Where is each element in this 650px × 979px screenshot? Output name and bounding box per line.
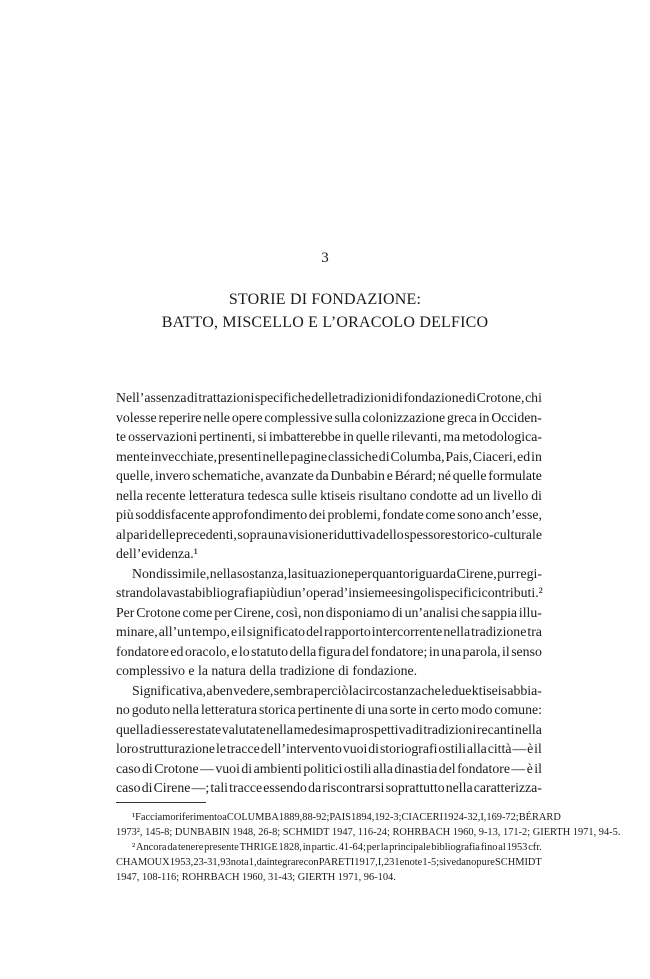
body-line: più soddisfacente approfondimento dei problemi, fondate come sono anch’esse,: [116, 507, 542, 522]
body-line: no goduto nella letteratura storica pertinente di una sorte in certo modo comune:: [116, 702, 542, 717]
footnotes: [116, 810, 621, 885]
footnote-line: ² Ancora da tenere presente THRIGE 1828, in partic. 41-64; per la principale bibliografia fino al 1953 cfr.: [132, 842, 542, 853]
body-line: Significativa, a ben vedere, sembra perciò la circostanza che le due ktiseis abbia-: [132, 682, 542, 698]
body-text: [116, 388, 542, 798]
body-line: caso di Cirene —; tali tracce essendo da riscontrarsi soprattutto nella caratterizza-: [116, 780, 542, 795]
chapter-title-line-1: STORIE DI FONDAZIONE:: [228, 291, 422, 308]
body-line: Per Crotone come per Cirene, così, non disponiamo di un’analisi che sappia illu-: [116, 604, 542, 620]
footnote-line: CHAMOUX 1953, 23-31, 93 nota 1, da integrare con PARETI 1917, I, 231 e note 1-5; si vedano pure SCHMIDT: [116, 857, 542, 868]
body-line: al pari delle precedenti, sopra una visione riduttiva dello spessore storico-culturale: [116, 526, 542, 542]
footnote-divider: [116, 802, 206, 803]
body-line: dell’evidenza.¹: [116, 546, 198, 561]
footnote-line: 1973², 145-8; DUNBABIN 1948, 26-8; SCHMIDT 1947, 116-24; ROHRBACH 1960, 9-13, 171-2; GIERTH 1971, 94-5.: [116, 827, 621, 838]
footnote-line: 1947, 108-116; ROHRBACH 1960, 31-43; GIERTH 1971, 96-104.: [116, 872, 396, 883]
body-line: loro strutturazione le tracce dell’intervento vuoi di storiografi ostili alla città — è il: [116, 741, 542, 756]
body-line: quella di essere state valutate nella medesima prospettiva di tradizioni recanti nella: [116, 721, 542, 737]
body-line: Non dissimile, nella sostanza, la situazione per quanto riguarda Cirene, pur regi-: [132, 565, 542, 581]
body-line: te osservazioni pertinenti, si imbatterebbe in quelle rilevanti, ma metodologica-: [116, 429, 542, 444]
chapter-number: 3: [321, 250, 329, 266]
body-line: fondatore ed oracolo, e lo statuto della figura del fondatore; in una parola, il senso: [116, 643, 542, 659]
body-line: volesse reperire nelle opere complessive sulla colonizzazione greca in Occiden-: [116, 409, 542, 425]
body-line: mente invecchiate, presenti nelle pagine classiche di Columba, Pais, Ciaceri, ed in: [116, 448, 542, 464]
chapter-title: [0, 288, 650, 334]
body-line: Nell’assenza di trattazioni specifiche delle tradizioni di fondazione di Crotone, chi: [116, 390, 542, 405]
body-line: caso di Crotone — vuoi di ambienti politici ostili alla dinastia del fondatore — è il: [116, 760, 542, 776]
body-line: minare, all’un tempo, e il significato del rapporto intercorrente nella tradizione tra: [116, 624, 542, 639]
body-line: nella recente letteratura tedesca sulle ktiseis risultano condotte ad un livello di: [116, 487, 542, 503]
footnote-line: ¹ Facciamo riferimento a COLUMBA 1889, 88-92; PAIS 1894, 192-3; CIACERI 1924-32, I, 169-72; BÉRARD: [132, 812, 561, 823]
body-line: strando la vasta bibliografia più di un’opera d’insieme e singoli specifici contributi.²: [116, 585, 543, 600]
body-line: quelle, invero schematiche, avanzate da Dunbabin e Bérard; né quelle formulate: [116, 468, 542, 483]
chapter-title-line-2: BATTO, MISCELLO E L’ORACOLO DELFICO: [161, 314, 489, 331]
body-line: complessivo e la natura della tradizione di fondazione.: [116, 663, 418, 678]
